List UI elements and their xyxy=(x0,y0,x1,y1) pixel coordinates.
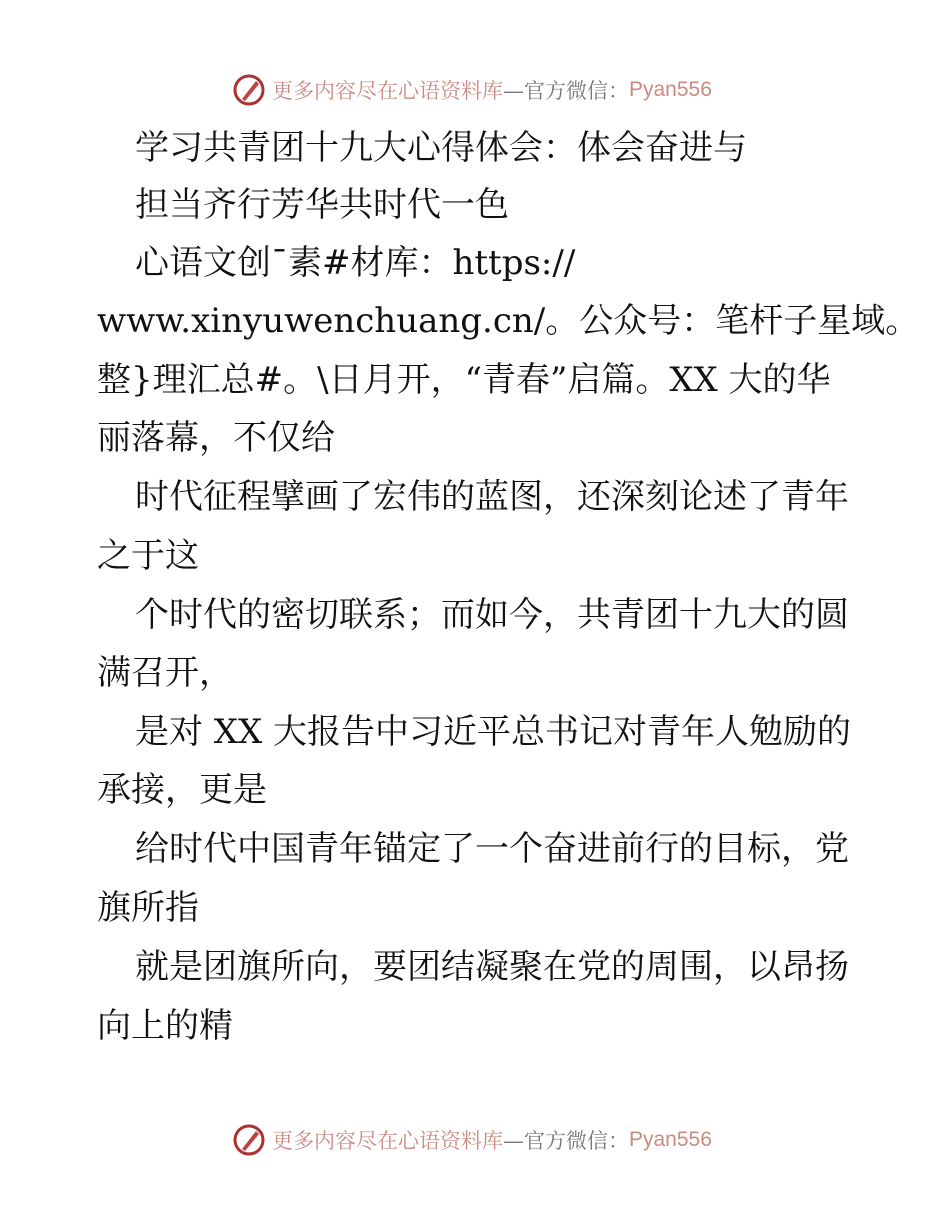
text-line: 丽落幕，不仅给 xyxy=(97,418,335,458)
text-line: 满召开， xyxy=(97,653,233,693)
footer-banner xyxy=(232,1120,712,1160)
banner-text: 更多内容尽在心语资料库 xyxy=(272,1129,503,1153)
text-line: 学习共青团十九大心得体会：体会奋进与 xyxy=(135,128,747,168)
text-line: 向上的精 xyxy=(97,1006,233,1046)
text-line: 承接，更是 xyxy=(97,770,267,810)
banner-separator: —官方微信： xyxy=(503,1129,629,1153)
pen-logo-icon xyxy=(232,1123,266,1157)
text-line: 心语文创¯素#材库：https:// xyxy=(135,243,576,283)
text-line: 个时代的密切联系；而如今，共青团十九大的圆 xyxy=(135,595,849,635)
banner-separator: —官方微信： xyxy=(503,79,629,103)
banner-text: 更多内容尽在心语资料库 xyxy=(272,79,503,103)
text-line: 整}理汇总#。\日月开，“青春”启篇。XX 大的华 xyxy=(97,360,831,400)
text-line: 是对 XX 大报告中习近平总书记对青年人勉励的 xyxy=(135,712,852,752)
header-banner xyxy=(232,70,712,110)
text-line: 时代征程擘画了宏伟的蓝图，还深刻论述了青年 xyxy=(135,477,849,517)
banner-wechat-id: Pyan556 xyxy=(629,78,712,101)
text-line: www.xinyuwenchuang.cn/。公众号：笔杆子星域。 xyxy=(97,301,920,341)
pen-logo-icon xyxy=(232,73,266,107)
text-line: 给时代中国青年锚定了一个奋进前行的目标，党 xyxy=(135,829,849,869)
text-line: 就是团旗所向，要团结凝聚在党的周围，以昂扬 xyxy=(135,947,849,987)
banner-wechat-id: Pyan556 xyxy=(629,1128,712,1151)
text-line: 旗所指 xyxy=(97,888,199,928)
text-line: 担当齐行芳华共时代一色 xyxy=(135,185,509,225)
text-line: 之于这 xyxy=(97,536,199,576)
